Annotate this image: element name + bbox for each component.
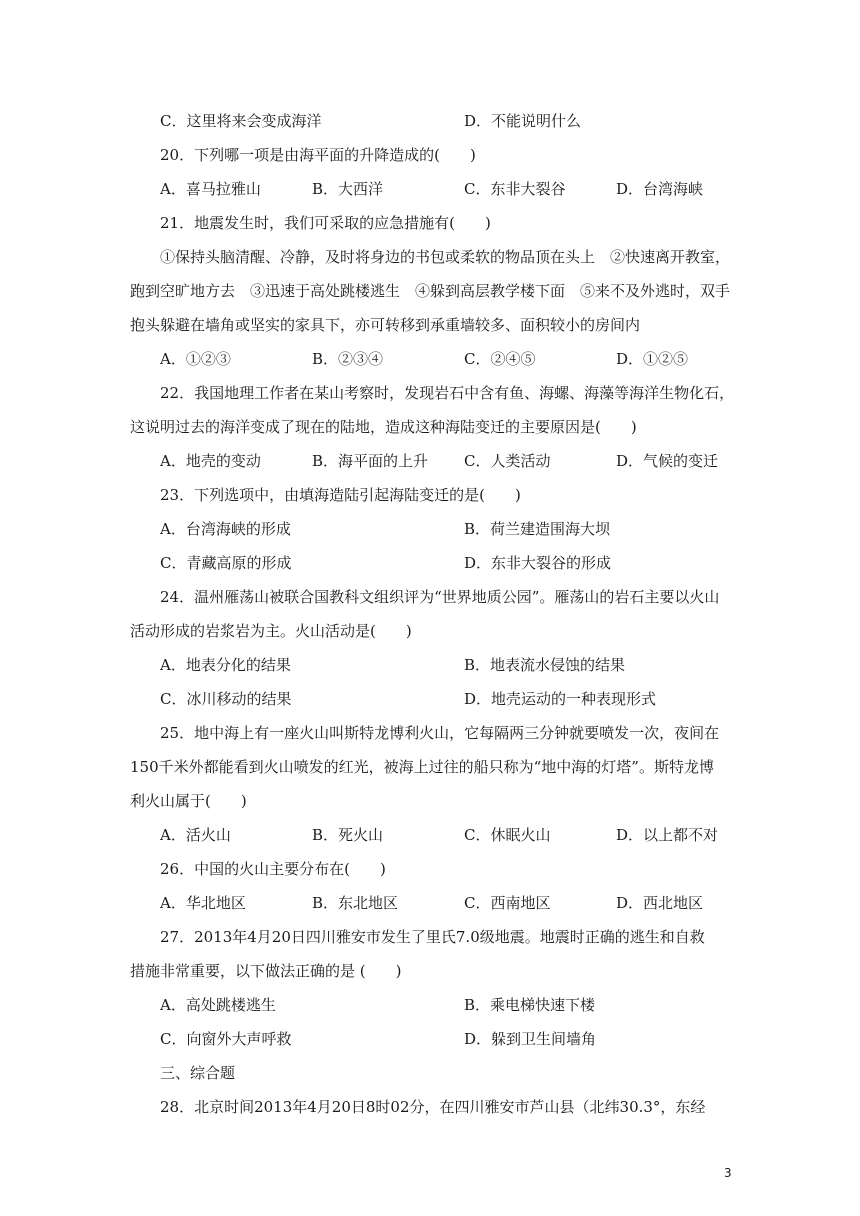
q22-stem-line: 22．我国地理工作者在某山考察时，发现岩石中含有鱼、海螺、海藻等海洋生物化石， [160, 384, 735, 402]
q24-option-c: C．冰川移动的结果 [160, 690, 292, 708]
q21-options-row [130, 349, 742, 369]
section-heading: 三、综合题 [160, 1064, 236, 1082]
q23-option-c: C．青藏高原的形成 [160, 554, 292, 572]
q26-option-a: A．华北地区 [160, 894, 246, 912]
q27-option-b: B．乘电梯快速下楼 [464, 996, 596, 1014]
q22-option-d: D．气候的变迁 [616, 452, 719, 470]
q21-option-d: D．①②⑤ [616, 350, 689, 368]
q21-stem: 21．地震发生时，我们可采取的应急措施有( ) [160, 214, 491, 232]
q21-body-line: ①保持头脑清醒、冷静，及时将身边的书包或柔软的物品顶在头上 ②快速离开教室， [160, 248, 731, 266]
q23-options-row-2 [130, 553, 742, 573]
q20-stem: 20．下列哪一项是由海平面的升降造成的( ) [160, 146, 476, 164]
q26-options-row [130, 893, 742, 913]
q21-option-a: A．①②③ [160, 350, 231, 368]
q23-option-b: B．荷兰建造围海大坝 [464, 520, 611, 538]
q27-stem-line: 27．2013年4月20日四川雅安市发生了里氏7.0级地震。地震时正确的逃生和自救 [160, 928, 705, 946]
q27-option-d: D．躲到卫生间墙角 [464, 1030, 597, 1048]
q20-option-a: A．喜马拉雅山 [160, 180, 261, 198]
q26-option-d: D．西北地区 [616, 894, 704, 912]
q22-option-b: B．海平面的上升 [312, 452, 429, 470]
q23-option-a: A．台湾海峡的形成 [160, 520, 291, 538]
q25-option-c: C．休眠火山 [464, 826, 551, 844]
q19-option-d: D．不能说明什么 [464, 112, 582, 130]
q23-option-d: D．东非大裂谷的形成 [464, 554, 612, 572]
q21-body-line: 抱头躲避在墙角或坚实的家具下，亦可转移到承重墙较多、面积较小的房间内 [130, 316, 641, 334]
q28-stem: 28．北京时间2013年4月20日8时02分，在四川雅安市芦山县（北纬30.3°，东经 [160, 1098, 706, 1116]
q22-option-a: A．地壳的变动 [160, 452, 261, 470]
q27-option-a: A．高处跳楼逃生 [160, 996, 276, 1014]
q20-option-d: D．台湾海峡 [616, 180, 704, 198]
q25-option-a: A．活火山 [160, 826, 231, 844]
q21-option-c: C．②④⑤ [464, 350, 536, 368]
q22-option-c: C．人类活动 [464, 452, 551, 470]
q20-options-row [130, 179, 742, 199]
page-number: 3 [724, 1166, 732, 1180]
q20-option-c: C．东非大裂谷 [464, 180, 566, 198]
q24-option-a: A．地表分化的结果 [160, 656, 291, 674]
q24-stem-line: 活动形成的岩浆岩为主。火山活动是( ) [130, 622, 412, 640]
q25-stem-line: 25．地中海上有一座火山叫斯特龙博利火山，它每隔两三分钟就要喷发一次，夜间在 [160, 724, 720, 742]
q26-option-c: C．西南地区 [464, 894, 551, 912]
q25-stem-line: 150千米外都能看到火山喷发的红光，被海上过往的船只称为“地中海的灯塔”。斯特龙博 [130, 758, 714, 776]
q19-options-row [130, 111, 742, 131]
q27-options-row-2 [130, 1029, 742, 1049]
q22-options-row [130, 451, 742, 471]
q19-option-c: C．这里将来会变成海洋 [160, 112, 322, 130]
q21-body-line: 跑到空旷地方去 ③迅速于高处跳楼逃生 ④躲到高层教学楼下面 ⑤来不及外逃时，双手 [130, 282, 731, 300]
q23-options-row-1 [130, 519, 742, 539]
q24-stem-line: 24．温州雁荡山被联合国教科文组织评为“世界地质公园”。雁荡山的岩石主要以火山 [160, 588, 720, 606]
q27-options-row-1 [130, 995, 742, 1015]
q25-stem-line: 利火山属于( ) [130, 792, 247, 810]
q24-option-b: B．地表流水侵蚀的结果 [464, 656, 626, 674]
q27-option-c: C．向窗外大声呼救 [160, 1030, 292, 1048]
q24-options-row-2 [130, 689, 742, 709]
q23-stem: 23．下列选项中，由填海造陆引起海陆变迁的是( ) [160, 486, 521, 504]
q26-option-b: B．东北地区 [312, 894, 399, 912]
q22-stem-line: 这说明过去的海洋变成了现在的陆地，造成这种海陆变迁的主要原因是( ) [130, 418, 637, 436]
q24-option-d: D．地壳运动的一种表现形式 [464, 690, 657, 708]
q25-options-row [130, 825, 742, 845]
q20-option-b: B．大西洋 [312, 180, 384, 198]
q25-option-b: B．死火山 [312, 826, 384, 844]
q21-option-b: B．②③④ [312, 350, 384, 368]
q25-option-d: D．以上都不对 [616, 826, 719, 844]
q27-stem-line: 措施非常重要，以下做法正确的是 ( ) [130, 962, 402, 980]
q24-options-row-1 [130, 655, 742, 675]
q26-stem: 26．中国的火山主要分布在( ) [160, 860, 386, 878]
